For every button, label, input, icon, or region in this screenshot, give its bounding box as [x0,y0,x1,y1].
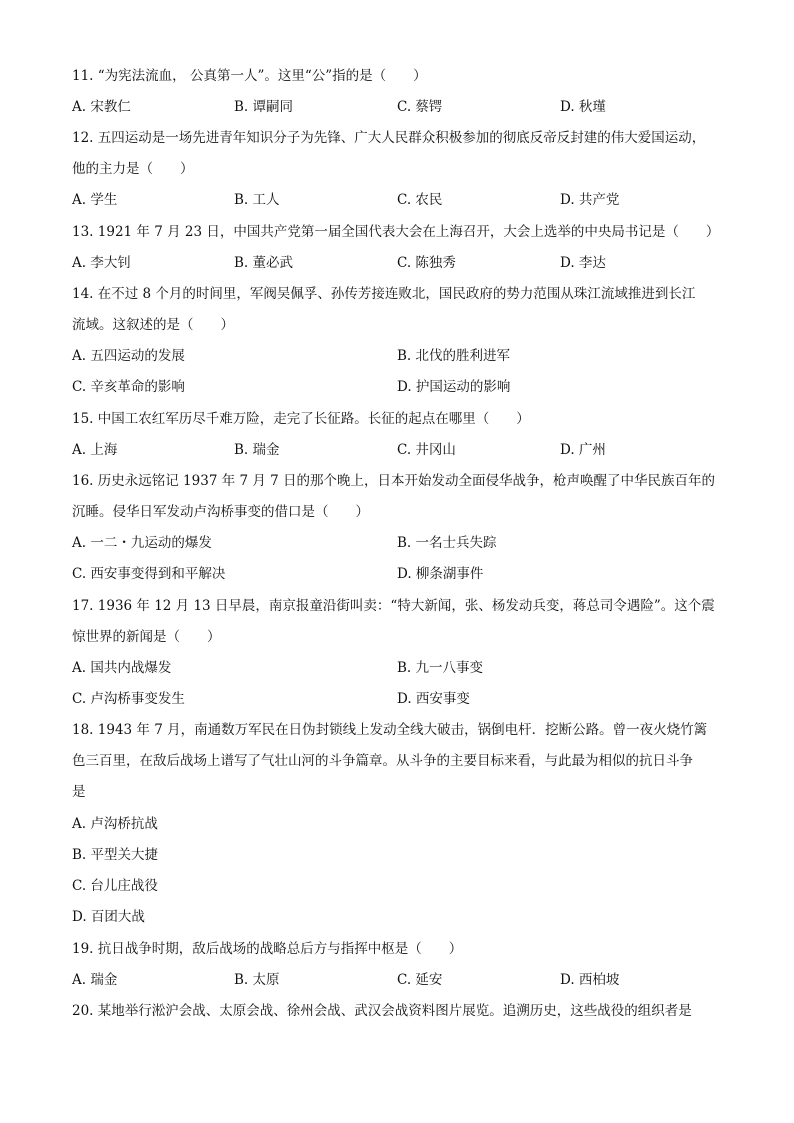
question-13-option-a: A. 李大钊 [72,255,131,271]
question-11-option-b: B. 谭嗣同 [234,99,294,115]
question-16-option-c: C. 西安事变得到和平解决 [72,566,226,582]
question-19-text: 19. 抗日战争时期，敌后战场的战略总后方与指挥中枢是（ ） [72,941,463,957]
question-18-text-line-3: 是 [72,784,86,800]
question-14-option-a: A. 五四运动的发展 [72,348,185,364]
question-16-option-b: B. 一名士兵失踪 [397,535,497,551]
question-13-text: 13. 1921 年 7 月 23 日，中国共产党第一届全国代表大会在上海召开，大会上选举的中央局书记是（ ） [72,224,720,240]
question-15-option-b: B. 瑞金 [234,442,280,458]
question-14-text-line-1: 14. 在不过 8 个月的时间里，军阀吴佩孚、孙传芳接连败北，国民政府的势力范围从珠江流域推进到长江 [72,286,696,302]
question-12-option-c: C. 农民 [397,192,443,208]
question-15-option-d: D. 广州 [560,442,606,458]
question-15-option-a: A. 上海 [72,442,118,458]
question-19-option-d: D. 西柏坡 [560,972,620,988]
question-15-option-c: C. 井冈山 [397,442,456,458]
question-11-option-a: A. 宋教仁 [72,99,131,115]
question-18-option-c: C. 台儿庄战役 [72,878,158,894]
question-14-option-b: B. 北伐的胜利进军 [397,348,511,364]
question-17-option-a: A. 国共内战爆发 [72,660,172,676]
question-14-option-d: D. 护国运动的影响 [397,379,511,395]
question-16-text-line-2: 沉睡。侵华日军发动卢沟桥事变的借口是（ ） [72,504,369,520]
question-18-option-a: A. 卢沟桥抗战 [72,816,158,832]
question-13-option-c: C. 陈独秀 [397,255,456,271]
question-16-option-d: D. 柳条湖事件 [397,566,484,582]
question-17-option-d: D. 西安事变 [397,691,470,707]
question-13-option-d: D. 李达 [560,255,606,271]
question-19-option-a: A. 瑞金 [72,972,118,988]
question-11-option-d: D. 秋瑾 [560,99,606,115]
question-12-option-b: B. 工人 [234,192,280,208]
question-15-text: 15. 中国工农红军历尽千难万险，走完了长征路。长征的起点在哪里（ ） [72,411,530,427]
question-16-option-a: A. 一二・九运动的爆发 [72,535,212,551]
question-18-text-line-1: 18. 1943 年 7 月，南通数万军民在日伪封锁线上发动全线大破击，锅倒电杆．挖断公路。曾一夜火烧竹篱 [72,722,708,738]
question-13-option-b: B. 董必武 [234,255,294,271]
question-12-text-line-2: 他的主力是（ ） [72,161,194,177]
question-17-text-line-2: 惊世界的新闻是（ ） [72,629,221,645]
question-14-text-line-2: 流域。这叙述的是（ ） [72,317,234,333]
question-11-option-c: C. 蔡锷 [397,99,443,115]
question-17-text-line-1: 17. 1936 年 12 月 13 日早晨，南京报童沿街叫卖：“特大新闻，张、杨发动兵变，蒋总司令遇险”。这个震 [72,598,715,614]
question-19-option-b: B. 太原 [234,972,280,988]
question-14-option-c: C. 辛亥革命的影响 [72,379,185,395]
question-19-option-c: C. 延安 [397,972,443,988]
question-18-text-line-2: 色三百里，在敌后战场上谱写了气壮山河的斗争篇章。从斗争的主要目标来看，与此最为相似的抗日斗争 [72,753,693,769]
question-12-option-a: A. 学生 [72,192,118,208]
question-20-text: 20. 某地举行淞沪会战、太原会战、徐州会战、武汉会战资料图片展览。追溯历史，这些战役的组织者是 [72,1003,692,1019]
question-16-text-line-1: 16. 历史永远铭记 1937 年 7 月 7 日的那个晚上，日本开始发动全面侵华战争，枪声唤醒了中华民族百年的 [72,473,716,489]
question-11-text: 11. “为宪法流血， 公真第一人”。这里“公”指的是（ ） [72,68,427,84]
question-17-option-b: B. 九一八事变 [397,660,484,676]
question-12-option-d: D. 共产党 [560,192,620,208]
question-18-option-d: D. 百团大战 [72,909,145,925]
question-12-text-line-1: 12. 五四运动是一场先进青年知识分子为先锋、广大人民群众积极参加的彻底反帝反封建的伟大爱国运动， [72,130,706,146]
question-17-option-c: C. 卢沟桥事变发生 [72,691,185,707]
question-18-option-b: B. 平型关大捷 [72,847,159,863]
